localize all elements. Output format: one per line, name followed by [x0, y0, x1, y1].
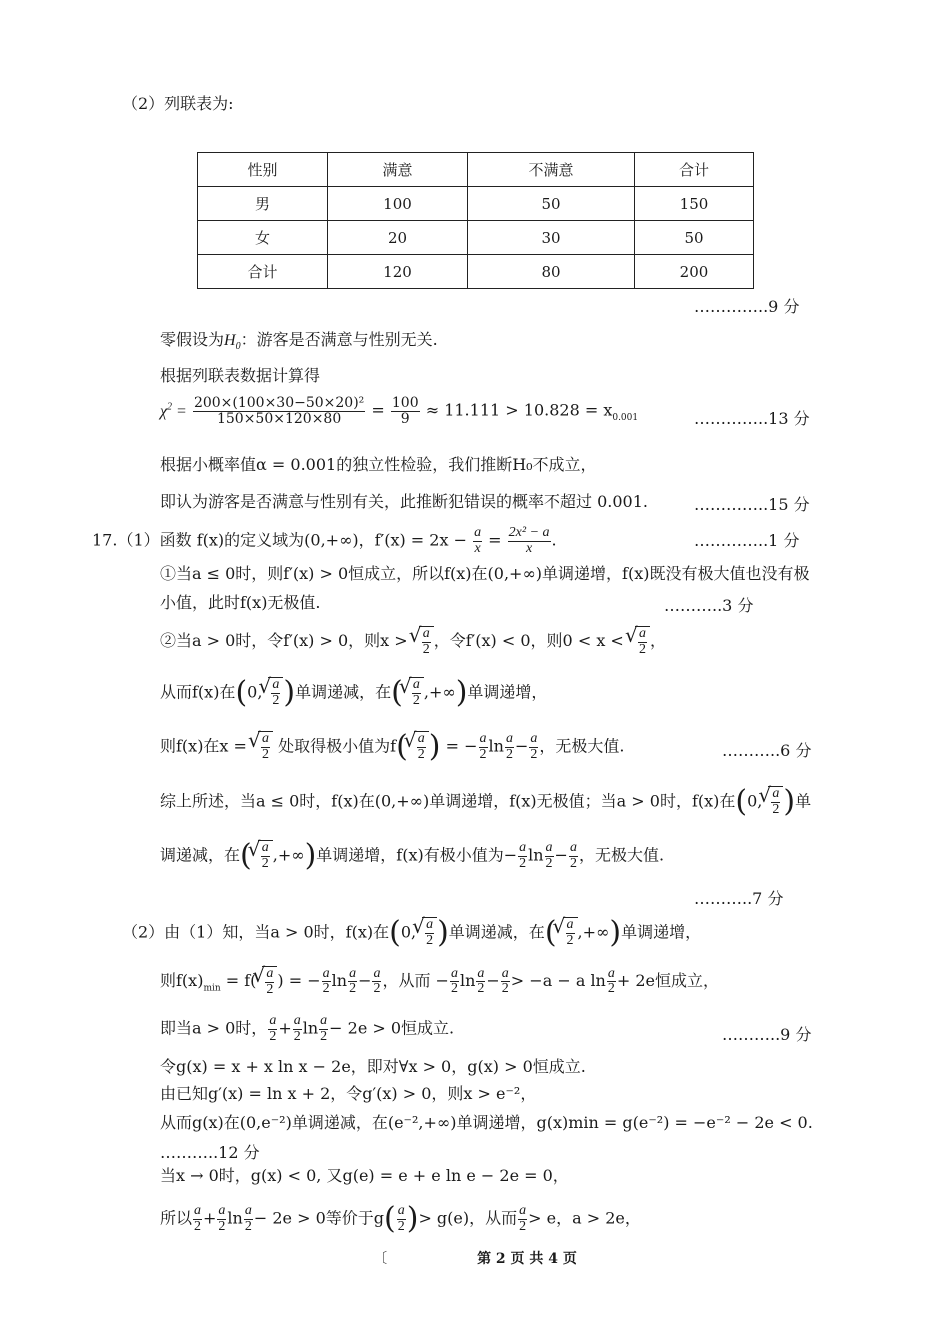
part2-line-1: （2）由（1）知，当a > 0时，f(x)在(0, √ $\frac{a}{2}$ )单调递减，在( √ $\frac{a}{2}$ ,+∞)单调递增， — [122, 915, 701, 951]
min-c: = − — [445, 736, 478, 756]
sum2-c: ，无极大值. — [578, 845, 665, 865]
h0-prefix: 零假设为 — [160, 330, 225, 349]
fmin-sub: min — [203, 983, 221, 994]
fmin-a: 则f(x) — [160, 971, 204, 991]
g-limit: 当x → 0时，g(x) < 0, 又g(e) = e + e ln e − 2e = 0， — [160, 1166, 569, 1185]
score-marker: ………..3 分 — [664, 596, 754, 615]
page-footer — [0, 1248, 950, 1268]
mono-a: 从而f(x)在 — [160, 682, 236, 702]
table-header-row — [198, 153, 754, 187]
sqrt-a-over-2: √ $\frac{a}{2}$ — [258, 840, 273, 871]
table-header-cell: 合计 — [635, 153, 754, 187]
a-over-2-fraction: $\frac{a}{2}$ — [530, 730, 538, 762]
mono-b: 单调递减，在 — [295, 682, 392, 702]
summary-line-1: 综上所述，当a ≤ 0时，f(x)在(0,+∞)单调递增，f(x)无极值；当a > 0时，f(x)在(0, √ $\frac{a}{2}$ )单 — [160, 784, 811, 820]
a-over-2-fraction: $\frac{a}{2}$ — [293, 1013, 301, 1044]
case2-b: ，令f′(x) < 0，则0 < x < — [433, 631, 624, 651]
a-over-2-fraction: $\frac{a}{2}$ — [397, 1202, 405, 1234]
chi-main-fraction — [193, 396, 365, 426]
h0-symbol: $H_0$ — [224, 332, 241, 353]
table-cell: 合计 — [198, 255, 328, 289]
chi-denominator: 150×50×120×80 — [216, 410, 342, 427]
q17-domain: 函数 f(x)的定义域为(0,+∞)，f′(x) = 2x − — [159, 530, 467, 550]
a-over-2-fraction: $\frac{a}{2}$ — [269, 1013, 277, 1044]
p2-a: （2）由（1）知，当a > 0时，f(x)在 — [122, 922, 390, 942]
min-f: ，无极大值. — [539, 736, 625, 756]
case1-line-b: 小值，此时f(x)无极值. — [160, 593, 321, 612]
table-header-cell: 满意 — [328, 153, 468, 187]
table-cell: 女 — [198, 221, 328, 255]
a-over-2-fraction: $\frac{a}{2}$ — [607, 965, 615, 997]
monotonic-line: 从而f(x)在(0, √ $\frac{a}{2}$ )单调递减，在( √ $\frac{a}{2}$ ,+∞)单调递增， — [160, 675, 547, 711]
a-over-x-fraction: $\frac{a}{x}$ — [474, 525, 482, 556]
a-over-2-fraction: $\frac{a}{2}$ — [505, 730, 513, 762]
table-cell: 20 — [328, 221, 468, 255]
chi-tail: ≈ 11.111 > 10.828 = x — [425, 400, 613, 420]
fmin-e: > −a − a ln — [510, 971, 606, 991]
g-monotonic: 从而g(x)在(0,e⁻²)单调递减，在(e⁻²,+∞)单调递增，g(x)min = g(e⁻²) = −e⁻² − 2e < 0. — [160, 1113, 813, 1132]
table-cell: 200 — [635, 255, 754, 289]
table-cell: 50 — [468, 187, 635, 221]
a-over-2-fraction: $\frac{a}{2}$ — [479, 730, 487, 762]
question-17-part1: 17.（1）函数 f(x)的定义域为(0,+∞)，f′(x) = 2x − $\frac{a}{x}$ = $\frac{\text{2x² − a}}{x}$ . — [92, 525, 557, 556]
footer-mark: 〔 — [373, 1251, 388, 1267]
a-over-2-fraction: $\frac{a}{2}$ — [501, 965, 509, 997]
final-c: > g(e)，从而 — [418, 1208, 518, 1228]
summary-line-2: 调递减，在( √ $\frac{a}{2}$ ,+∞)单调递增，f(x)有极小值为− $\frac{a}{2}$ ln $\frac{a}{2}$ − $\frac{a}{2}$ ，无极大值. — [160, 838, 664, 874]
sqrt-a-over-2: √ $\frac{a}{2}$ — [419, 626, 434, 657]
min-a: 则f(x)在x = — [160, 736, 247, 756]
fmin-b: = f( — [225, 971, 257, 991]
a-over-2-fraction: $\frac{a}{2}$ — [477, 965, 485, 997]
table-cell: 100 — [328, 187, 468, 221]
q17-label: 17.（1） — [92, 530, 160, 550]
chi-frac-num: 100 — [391, 395, 419, 411]
a-over-2-fraction: $\frac{a}{2}$ — [349, 965, 357, 997]
inequality-line: 即当a > 0时， $\frac{a}{2}$ + $\frac{a}{2}$ ln $\frac{a}{2}$ − 2e > 0恒成立. — [160, 1013, 455, 1044]
a-over-2-fraction: $\frac{a}{2}$ — [322, 965, 330, 997]
chi-frac-den: 9 — [400, 410, 410, 427]
sum-a: 综上所述，当a ≤ 0时，f(x)在(0,+∞)单调递增，f(x)无极值；当a > 0时，f(x)在 — [160, 791, 736, 811]
score-marker: …………..15 分 — [694, 495, 810, 514]
chi-symbol: $\chi^2$ = — [160, 401, 187, 420]
table-row — [198, 255, 754, 289]
chi-square-formula: $\chi^2$ = $\frac{\text{200×(100×30−50×20)²}}{150\times 50\times 120\times 80}$ = $\frac{100}{9}$ ≈ $11.111 > 10.828 = x_{0.001}$ — [160, 395, 639, 427]
inference-line-1: 根据小概率值α = 0.001的独立性检验，我们推断H₀不成立， — [160, 455, 597, 474]
derivative-fraction: $\frac{\text{2x² − a}}{x}$ — [508, 525, 550, 556]
sqrt-a-over-2: √ $\frac{a}{2}$ — [414, 731, 429, 762]
a-over-2-fraction: $\frac{a}{2}$ — [373, 965, 381, 997]
score-marker: …………..13 分 — [694, 409, 810, 428]
sum2-b: 单调递增，f(x)有极小值为− — [316, 845, 518, 865]
a-over-2-fraction: $\frac{a}{2}$ — [569, 839, 577, 871]
fmin-line: 则$f(x)_{min} = f$( √ $\frac{a}{2}$ ) = − $\frac{a}{2}$ ln $\frac{a}{2}$ − $\frac{a}{2}$ ，从而 − $\frac{a}{2}$ ln $\frac{a}{2}$ − $\frac{a}{2}$ > −a − a ln $\frac{a}{2}$ + 2e恒成立， — [160, 966, 719, 997]
p2-b: 单调递减，在 — [448, 922, 545, 942]
null-hypothesis — [160, 330, 438, 353]
sum2-a: 调递减，在 — [160, 845, 241, 865]
sqrt-a-over-2: √ $\frac{a}{2}$ — [258, 731, 273, 762]
table-row — [198, 187, 754, 221]
a-over-2-fraction: $\frac{a}{2}$ — [244, 1202, 252, 1234]
table-header-cell: 性别 — [198, 153, 328, 187]
min-d: ln — [488, 736, 504, 756]
table-cell: 150 — [635, 187, 754, 221]
sum-b: 单 — [795, 791, 812, 811]
min-e: − — [514, 736, 529, 756]
part2-heading: （2）列联表为: — [122, 94, 234, 113]
score-marker: …………..1 分 — [694, 531, 800, 550]
table-cell: 50 — [635, 221, 754, 255]
score-marker: ………..6 分 — [722, 741, 812, 760]
p2-c: 单调递增， — [621, 922, 702, 942]
sqrt-a-over-2: √ $\frac{a}{2}$ — [268, 677, 283, 708]
calc-intro: 根据列联表数据计算得 — [160, 366, 321, 385]
score-marker: ………..7 分 — [694, 889, 784, 908]
case2-line: ②当a > 0时，令f′(x) > 0，则x > √ $\frac{a}{2}$ ，令f′(x) < 0，则0 < x < √ $\frac{a}{2}$ ， — [160, 626, 666, 657]
sqrt-a-over-2: √ $\frac{a}{2}$ — [409, 677, 424, 708]
a-over-2-fraction: $\frac{a}{2}$ — [320, 1013, 328, 1044]
table-cell: 男 — [198, 187, 328, 221]
inference-line-2: 即认为游客是否满意与性别有关，此推断犯错误的概率不超过 0.001. — [160, 492, 648, 511]
final-line: 所以 $\frac{a}{2}$ + $\frac{a}{2}$ ln $\frac{a}{2}$ − 2e > 0等价于g( $\frac{a}{2}$ )> g(e)，从而 $\frac{a}{2}$ > e，a > 2e， — [160, 1201, 641, 1236]
sqrt-a-over-2: √ $\frac{a}{2}$ — [422, 917, 437, 948]
a-over-2-fraction: $\frac{a}{2}$ — [450, 965, 458, 997]
table-header-cell: 不满意 — [468, 153, 635, 187]
g-derivative: 由已知g′(x) = ln x + 2，令g′(x) > 0，则x > e⁻²， — [160, 1084, 537, 1103]
a-over-2-fraction: $\frac{a}{2}$ — [194, 1202, 202, 1234]
fmin-d: ，从而 − — [382, 971, 449, 991]
score-marker: ………..12 分 — [160, 1143, 260, 1162]
table-cell: 30 — [468, 221, 635, 255]
mono-c: 单调递增， — [467, 682, 548, 702]
case1-line-a: ①当a ≤ 0时，则f′(x) > 0恒成立，所以f(x)在(0,+∞)单调递增，f(x)既没有极大值也没有极 — [160, 564, 810, 583]
table-cell: 80 — [468, 255, 635, 289]
q17-eq: = — [488, 530, 502, 550]
score-marker: …………..9 分 — [694, 297, 800, 316]
page-number: 第 2 页 共 4 页 — [477, 1251, 577, 1267]
h0-suffix: ：游客是否满意与性别无关. — [240, 330, 438, 349]
table-row — [198, 221, 754, 255]
a-over-2-fraction: $\frac{a}{2}$ — [545, 839, 553, 871]
table-cell: 120 — [328, 255, 468, 289]
chi-sub: 0.001 — [612, 412, 639, 423]
case2-a: ②当a > 0时，令f′(x) > 0，则x > — [160, 631, 408, 651]
contingency-table — [197, 152, 754, 289]
ineq-a: 即当a > 0时， — [160, 1018, 268, 1038]
a-over-2-fraction: $\frac{a}{2}$ — [519, 839, 527, 871]
min-b: 处取得极小值为f — [278, 736, 397, 756]
fmin-c: ) = − — [277, 971, 321, 991]
minimum-line: 则f(x)在x = √ $\frac{a}{2}$ 处取得极小值为f( √ $\frac{a}{2}$ ) = − $\frac{a}{2}$ ln $\frac{a}{2}$ − $\frac{a}{2}$ ，无极大值. — [160, 729, 624, 765]
g-definition: 令g(x) = x + x ln x − 2e，即对∀x > 0，g(x) > 0恒成立. — [160, 1057, 586, 1076]
fmin-f: + 2e恒成立， — [616, 971, 720, 991]
score-marker: ………..9 分 — [722, 1025, 812, 1044]
final-d: > e，a > 2e， — [528, 1208, 641, 1228]
sqrt-a-over-2: √ $\frac{a}{2}$ — [768, 786, 783, 817]
a-over-2-fraction: $\frac{a}{2}$ — [218, 1202, 226, 1234]
final-a: 所以 — [160, 1208, 193, 1228]
final-b: − 2e > 0等价于g — [253, 1208, 384, 1228]
sqrt-a-over-2: √ $\frac{a}{2}$ — [563, 917, 578, 948]
chi-numerator: 200×(100×30−50×20)² — [193, 395, 365, 411]
a-over-2-fraction: $\frac{a}{2}$ — [519, 1202, 527, 1234]
sqrt-a-over-2: √ $\frac{a}{2}$ — [635, 626, 650, 657]
ineq-b: − 2e > 0恒成立. — [329, 1018, 455, 1038]
chi-value-fraction — [391, 396, 420, 426]
sqrt-a-over-2: √ $\frac{a}{2}$ — [262, 966, 277, 997]
